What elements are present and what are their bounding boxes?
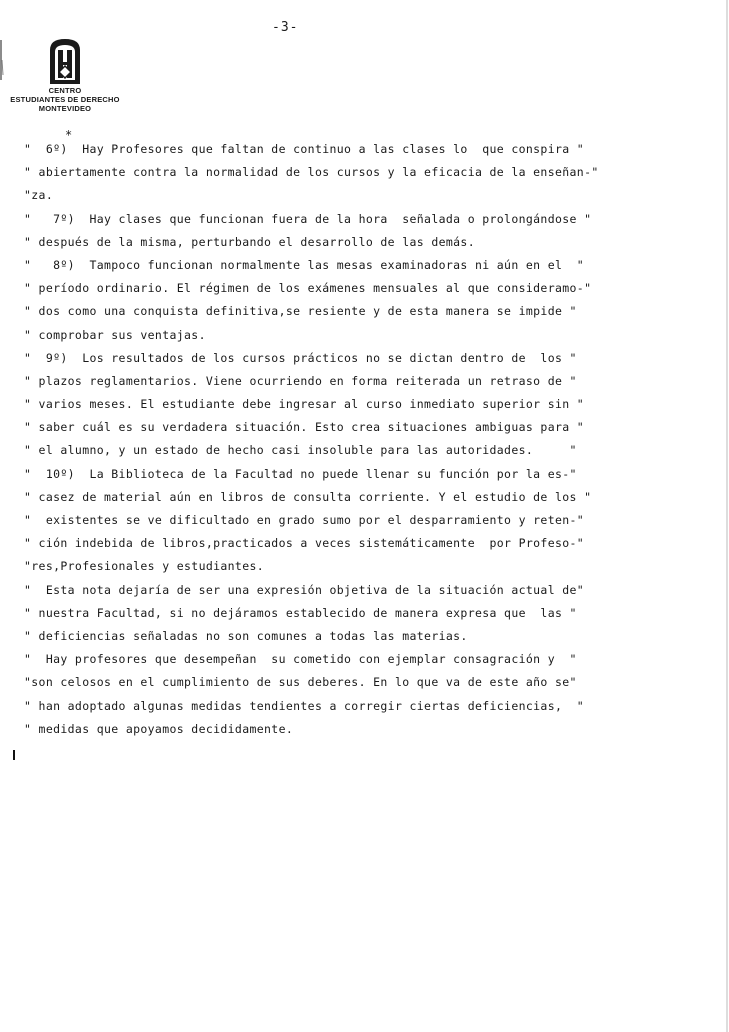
text-line: " período ordinario. El régimen de los exámenes mensuales al que consideramo-"	[24, 281, 592, 296]
logo-line-1: CENTRO	[48, 86, 82, 95]
institution-logo	[10, 36, 120, 113]
text-line: " saber cuál es su verdadera situación. Esto crea situaciones ambiguas para "	[24, 420, 585, 435]
text-line: " el alumno, y un estado de hecho casi insoluble para las autoridades. "	[24, 443, 577, 458]
text-line: "za.	[24, 188, 54, 203]
text-line: " varios meses. El estudiante debe ingresar al curso inmediato superior sin "	[24, 397, 585, 412]
text-line: " 9º) Los resultados de los cursos prácticos no se dictan dentro de los "	[24, 350, 577, 365]
text-line: " Hay profesores que desempeñan su cometido con ejemplar consagración y "	[24, 652, 577, 667]
text-line: " deficiencias señaladas no son comunes a todas las materias.	[24, 628, 468, 643]
page-number: -3-	[272, 20, 299, 35]
text-line: " han adoptado algunas medidas tendientes a corregir ciertas deficiencias, "	[24, 698, 585, 713]
asterisk-mark: *	[65, 128, 73, 142]
document-body	[24, 138, 604, 741]
logo-line-2: ESTUDIANTES DE DERECHO	[10, 95, 120, 104]
text-line: " medidas que apoyamos decididamente.	[24, 721, 294, 736]
text-line: "son celosos en el cumplimiento de sus deberes. En lo que va de este año se"	[24, 675, 577, 690]
text-line: " 8º) Tampoco funcionan normalmente las mesas examinadoras ni aún en el "	[24, 257, 585, 272]
text-line: " comprobar sus ventajas.	[24, 327, 206, 342]
text-line: " ción indebida de libros,practicados a veces sistemáticamente por Profeso-"	[24, 536, 585, 551]
logo-line-3: MONTEVIDEO	[38, 104, 92, 113]
text-line: " abiertamente contra la normalidad de los cursos y la eficacia de la enseñan-"	[24, 165, 599, 180]
text-line: " nuestra Facultad, si no dejáramos establecido de manera expresa que las "	[24, 605, 577, 620]
text-line: " 10º) La Biblioteca de la Facultad no puede llenar su función por la es-"	[24, 466, 577, 481]
text-line: " 7º) Hay clases que funcionan fuera de la hora señalada o prolongándose "	[24, 211, 592, 226]
text-line: " dos como una conquista definitiva,se resiente y de esta manera se impide "	[24, 304, 577, 319]
text-line: " existentes se ve dificultado en grado sumo por el desparramiento y reten-"	[24, 513, 585, 527]
text-line: " casez de material aún en libros de consulta corriente. Y el estudio de los "	[24, 489, 592, 504]
text-line: " 6º) Hay Profesores que faltan de continuo a las clases lo que conspira "	[24, 142, 585, 156]
text-line: " después de la misma, perturbando el desarrollo de las demás.	[24, 234, 475, 249]
institution-logo-icon	[47, 36, 83, 86]
text-line: "res,Profesionales y estudiantes.	[24, 559, 265, 574]
text-line: " Esta nota dejaría de ser una expresión objetiva de la situación actual de"	[24, 582, 585, 597]
text-line: " plazos reglamentarios. Viene ocurriendo en forma reiterada un retraso de "	[24, 373, 577, 388]
